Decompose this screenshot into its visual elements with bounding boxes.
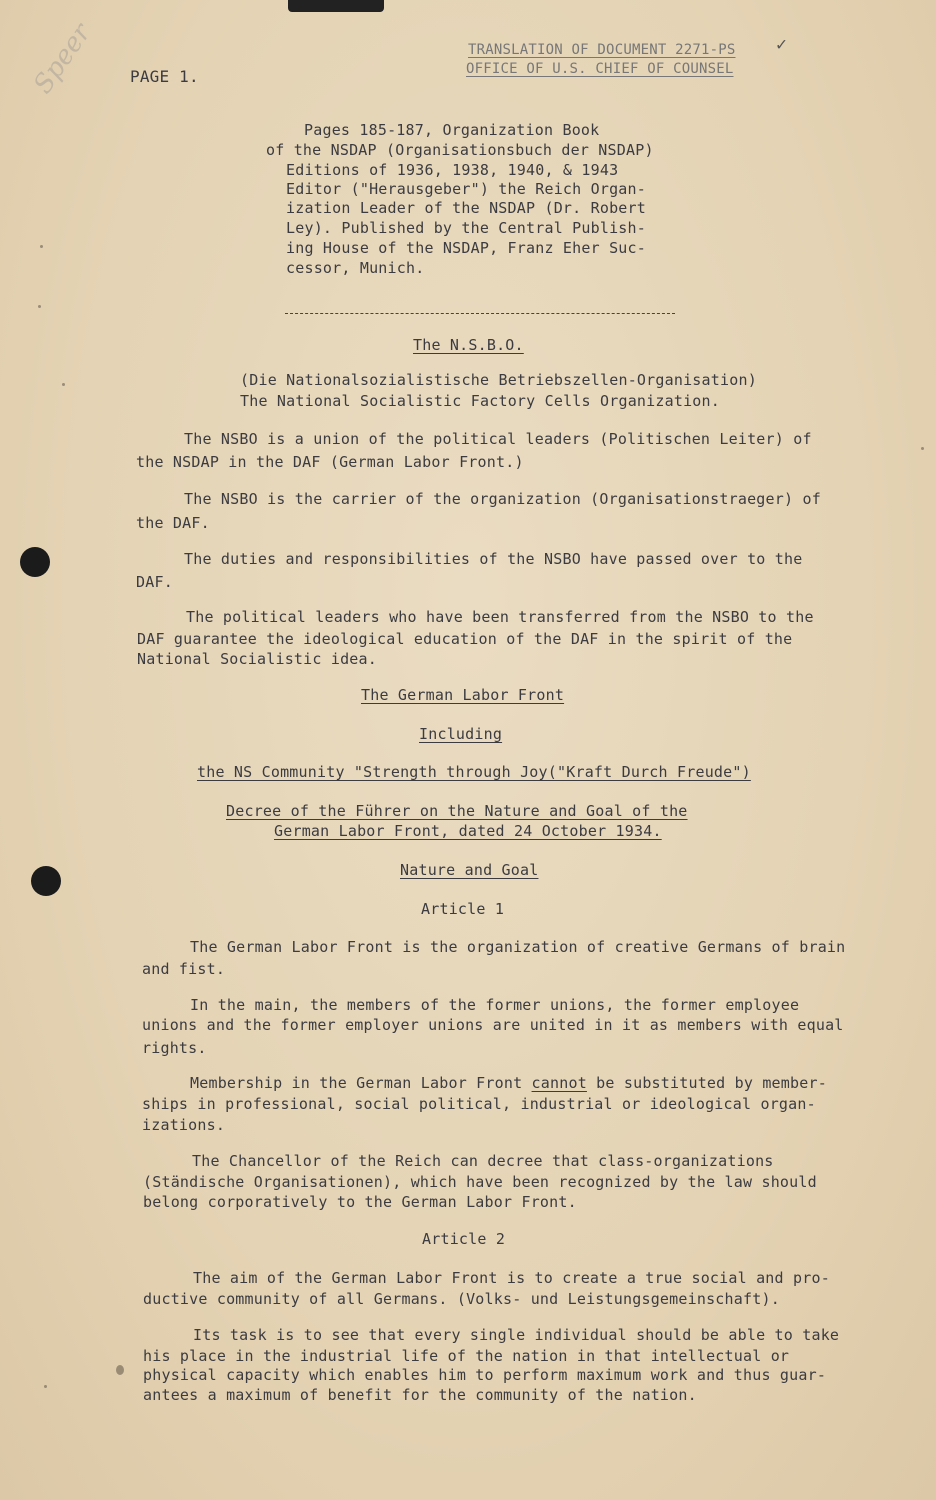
paragraph-line: The NSBO is the carrier of the organization (Organisationstraeger) of <box>184 490 821 508</box>
paragraph-line: ductive community of all Germans. (Volks- und Leistungsgemeinschaft). <box>143 1290 780 1308</box>
nature-goal-heading: Nature and Goal <box>400 861 539 879</box>
section-community: the NS Community "Strength through Joy("Kraft Durch Freude") <box>197 763 751 781</box>
source-line: Ley). Published by the Central Publish- <box>286 219 646 237</box>
paragraph-line: The aim of the German Labor Front is to create a true social and pro- <box>193 1269 830 1287</box>
paragraph-line: the NSDAP in the DAF (German Labor Front.) <box>136 453 524 471</box>
source-line: Editions of 1936, 1938, 1940, & 1943 <box>286 161 619 179</box>
paragraph-line: The NSBO is a union of the political leaders (Politischen Leiter) of <box>184 430 812 448</box>
paragraph-line: (Ständische Organisationen), which have been recognized by the law should <box>143 1173 817 1191</box>
decree-title: German Labor Front, dated 24 October 1934. <box>274 822 662 840</box>
header-line-1: TRANSLATION OF DOCUMENT 2271-PS <box>468 42 736 58</box>
check-mark-icon: ✓ <box>776 34 787 55</box>
source-line: Editor ("Herausgeber") the Reich Organ- <box>286 180 646 198</box>
page-label: PAGE 1. <box>130 67 199 86</box>
paragraph-line: ships in professional, social political, industrial or ideological organ- <box>142 1095 816 1113</box>
paragraph-line: In the main, the members of the former unions, the former employee <box>190 996 800 1014</box>
binder-tab <box>288 0 384 12</box>
paragraph-line: his place in the industrial life of the nation in that intellectual or <box>143 1347 790 1365</box>
decree-title: Decree of the Führer on the Nature and Goal of the <box>226 802 688 820</box>
paragraph-line: the DAF. <box>136 514 210 532</box>
divider <box>285 313 675 314</box>
paragraph-line: DAF guarantee the ideological education of the DAF in the spirit of the <box>137 630 793 648</box>
paragraph-line: unions and the former employer unions are united in it as members with equal <box>142 1016 844 1034</box>
header-line-2: OFFICE OF U.S. CHIEF OF COUNSEL <box>466 61 734 77</box>
paragraph-line: The duties and responsibilities of the NSBO have passed over to the <box>184 550 803 568</box>
section-including: Including <box>419 725 503 743</box>
source-line: of the NSDAP (Organisationsbuch der NSDAP) <box>266 141 654 159</box>
paragraph-line: Its task is to see that every single individual should be able to take <box>193 1326 840 1344</box>
paragraph-line: The political leaders who have been transferred from the NSBO to the <box>186 608 814 626</box>
article-title: Article 2 <box>422 1230 506 1248</box>
emphasis-cannot: cannot <box>531 1074 587 1092</box>
paragraph-line: izations. <box>142 1116 226 1134</box>
section-subtitle: (Die Nationalsozialistische Betriebszellen-Organisation) <box>240 371 757 389</box>
paragraph-line: National Socialistic idea. <box>137 650 377 668</box>
source-line: ing House of the NSDAP, Franz Eher Suc- <box>286 239 646 257</box>
section-title: The N.S.B.O. <box>413 336 524 354</box>
margin-note: Speer <box>28 18 98 100</box>
paragraph-line: antees a maximum of benefit for the community of the nation. <box>143 1386 697 1404</box>
punch-hole <box>20 547 50 577</box>
paragraph-line: and fist. <box>142 960 226 978</box>
paragraph-line: physical capacity which enables him to perform maximum work and thus guar- <box>143 1366 827 1384</box>
source-line: ization Leader of the NSDAP (Dr. Robert <box>286 199 646 217</box>
paragraph-line: Membership in the German Labor Front cannot be substituted by member- <box>190 1074 827 1092</box>
article-title: Article 1 <box>421 900 505 918</box>
punch-hole <box>31 866 61 896</box>
paragraph-line: DAF. <box>136 573 173 591</box>
paragraph-line: The Chancellor of the Reich can decree that class-organizations <box>192 1152 774 1170</box>
paragraph-line: rights. <box>142 1039 207 1057</box>
paragraph-line: belong corporatively to the German Labor Front. <box>143 1193 577 1211</box>
source-line: cessor, Munich. <box>286 259 425 277</box>
source-line: Pages 185-187, Organization Book <box>304 121 600 139</box>
section-subtitle: The National Socialistic Factory Cells Organization. <box>240 392 720 410</box>
paragraph-line: The German Labor Front is the organization of creative Germans of brain <box>190 938 846 956</box>
section-title: The German Labor Front <box>361 686 565 704</box>
